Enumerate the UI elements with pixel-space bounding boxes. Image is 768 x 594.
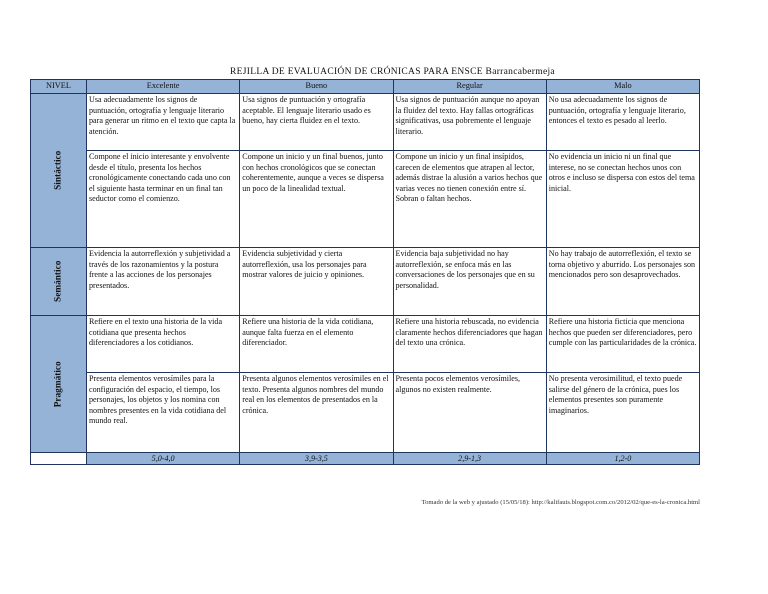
table-row: [31, 316, 700, 373]
level-sintactico: [31, 94, 87, 248]
score-regular: 2,9-1,3: [393, 453, 546, 465]
table-cell: Evidencia subjetividad y cierta autorreflexión, usa los personajes para mostrar valores de juicio y opiniones.: [240, 248, 393, 316]
table-row: [31, 373, 700, 453]
table-cell: Usa signos de puntuación y ortografía aceptable. El lenguaje literario usado es bueno, hay cierta fluidez en el texto.: [240, 94, 393, 151]
table-cell: Presenta pocos elementos verosímiles, algunos no existen realmente.: [393, 373, 546, 453]
table-cell: No usa adecuadamente los signos de puntuación, ortografía y lenguaje literario, entonces el texto es pesado al leerlo.: [546, 94, 699, 151]
table-cell: No hay trabajo de autorreflexión, el texto se torna objetivo y aburrido. Los personajes son mencionados pero son desaprovechados.: [546, 248, 699, 316]
table-cell: Compone un inicio y un final insípidos, carecen de elementos que atrapen al lector, además distrae la alusión a varios hechos que varias veces no tienen conexión entre sí. Sobran o faltan hechos.: [393, 151, 546, 248]
evaluation-rubric-table: [30, 79, 700, 465]
table-cell: Presenta algunos elementos verosímiles en el texto. Presenta algunos nombres del mundo real en los elementos de presentados en la crónica.: [240, 373, 393, 453]
table-row: [31, 151, 700, 248]
table-cell: Evidencia la autorreflexión y subjetividad a través de los razonamientos y la postura frente a las acciones de los personajes presentados.: [87, 248, 240, 316]
header-regular: Regular: [393, 80, 546, 94]
page-title: REJILLA DE EVALUACIÓN DE CRÓNICAS PARA ENSCE Barrancabermeja: [230, 67, 555, 77]
table-row: [31, 94, 700, 151]
table-cell: Usa signos de puntuación aunque no apoyan la fluidez del texto. Hay fallas ortográficas significativas, usa pobremente el lenguaje literario.: [393, 94, 546, 151]
table-cell: Presenta elementos verosímiles para la configuración del espacio, el tiempo, los personajes, los objetos y los nomina con nombres presentes en la vida cotidiana del mundo real.: [87, 373, 240, 453]
score-excelente: 5,0-4,0: [87, 453, 240, 465]
score-blank-cell: [31, 453, 87, 465]
table-cell: No evidencia un inicio ni un final que interese, no se conectan hechos unos con otros e incluso se dispersa con estos del tema inicial.: [546, 151, 699, 248]
level-label: Sintáctico: [53, 150, 64, 191]
source-credit: Tomado de la web y ajustado (15/05/18): http://kalifauis.blogspot.com.co/2012/02/que-es-la-cronica.html: [421, 499, 700, 506]
table-cell: Compone un inicio y un final buenos, junto con hechos cronológicos que se conectan coherentemente, aunque a veces se dispersa un poco de la linealidad textual.: [240, 151, 393, 248]
header-excelente: Excelente: [87, 80, 240, 94]
header-malo: Malo: [546, 80, 699, 94]
level-pragmatico: [31, 316, 87, 453]
header-row: [31, 80, 700, 94]
table-cell: No presenta verosimilitud, el texto puede salirse del género de la crónica, pues los elementos presentes son puramente imaginarios.: [546, 373, 699, 453]
table-cell: Refiere una historia de la vida cotidiana, aunque falta fuerza en el elemento diferenciador.: [240, 316, 393, 373]
score-bueno: 3,9-3,5: [240, 453, 393, 465]
level-label: Pragmático: [53, 361, 64, 407]
table-cell: Evidencia baja subjetividad no hay autorreflexión, se enfoca más en las conversaciones de los personajes que en su personalidad.: [393, 248, 546, 316]
score-row: [31, 453, 700, 465]
table-cell: Usa adecuadamente los signos de puntuación, ortografía y lenguaje literario para generar un ritmo en el texto que capta la atención.: [87, 94, 240, 151]
level-semantico: [31, 248, 87, 316]
level-label: Semántico: [53, 260, 64, 303]
table-cell: Refiere una historia ficticia que menciona hechos que pueden ser diferenciadores, pero cumple con las particularidades de la crónica.: [546, 316, 699, 373]
table-cell: Refiere en el texto una historia de la vida cotidiana que presenta hechos diferenciadores a los cotidianos.: [87, 316, 240, 373]
score-malo: 1,2-0: [546, 453, 699, 465]
table-cell: Refiere una historia rebuscada, no evidencia claramente hechos diferenciadores que hagan del texto una crónica.: [393, 316, 546, 373]
table-cell: Compone el inicio interesante y envolvente desde el título, presenta los hechos cronológicamente conectando cada uno con el siguiente hasta terminar en un final tan seductor como el comienzo.: [87, 151, 240, 248]
table-row: [31, 248, 700, 316]
header-bueno: Bueno: [240, 80, 393, 94]
header-nivel: NIVEL: [31, 80, 87, 94]
